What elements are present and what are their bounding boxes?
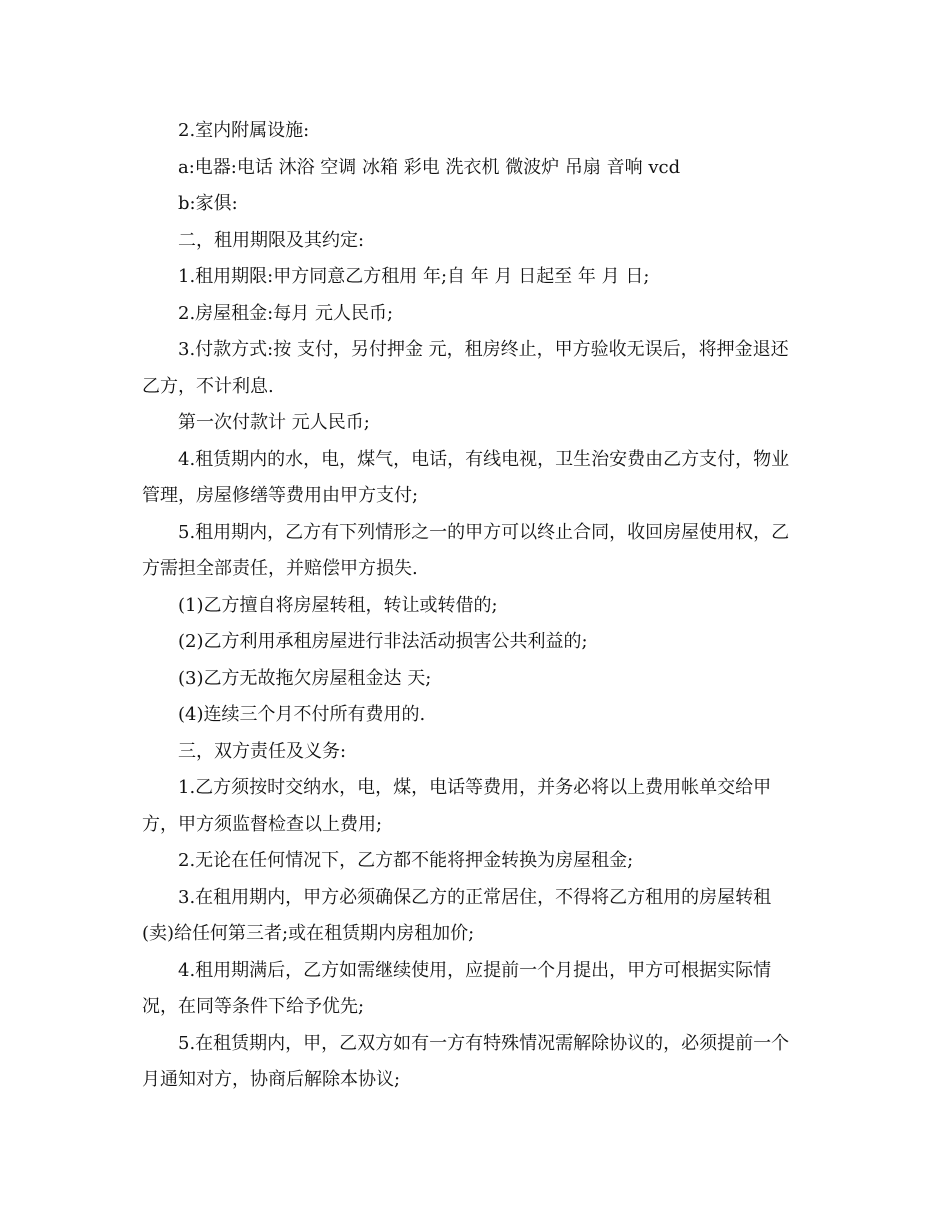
paragraph-term: 1.租用期限:甲方同意乙方租用 年;自 年 月 日起至 年 月 日; (178, 266, 650, 287)
paragraph-termination-item-2: (2)乙方利用承租房屋进行非法活动损害公共利益的; (178, 631, 588, 652)
paragraph-rent: 2.房屋租金:每月 元人民币; (178, 302, 394, 324)
paragraph-termination-item-1: (1)乙方擅自将房屋转租，转让或转借的; (178, 594, 498, 616)
section-heading-obligations: 三，双方责任及义务: (178, 740, 347, 762)
section-heading-term: 二，租用期限及其约定: (178, 229, 365, 251)
paragraph-payment-method: 3.付款方式:按 支付，另付押金 元，租房终止，甲方验收无误后，将押金退还乙方，不计利息. (142, 339, 789, 397)
paragraph-facilities-heading: 2.室内附属设施: (178, 120, 310, 141)
paragraph-obligation-2: 2.无论在任何情况下，乙方都不能将押金转换为房屋租金; (178, 850, 634, 871)
paragraph-appliances: a:电器:电话 沐浴 空调 冰箱 彩电 洗衣机 微波炉 吊扇 音响 vcd (178, 156, 681, 178)
paragraph-first-payment: 第一次付款计 元人民币; (178, 412, 370, 433)
paragraph-utilities: 4.租赁期内的水，电，煤气，电话，有线电视，卫生治安费由乙方支付，物业管理，房屋修缮等费用由甲方支付; (142, 448, 790, 506)
paragraph-termination: 5.租用期内，乙方有下列情形之一的甲方可以终止合同，收回房屋使用权，乙方需担全部责任，并赔偿甲方损失. (142, 521, 790, 579)
paragraph-furniture: b:家俱: (178, 193, 238, 214)
paragraph-obligation-1: 1.乙方须按时交纳水，电，煤，电话等费用，并务必将以上费用帐单交给甲方，甲方须监督检查以上费用; (142, 777, 772, 835)
paragraph-obligation-5: 5.在租赁期内，甲，乙双方如有一方有特殊情况需解除协议的，必须提前一个月通知对方，协商后解除本协议; (142, 1032, 790, 1090)
document-body (142, 113, 802, 1099)
paragraph-obligation-4: 4.租用期满后，乙方如需继续使用，应提前一个月提出，甲方可根据实际情况，在同等条件下给予优先; (142, 959, 772, 1017)
paragraph-termination-item-4: (4)连续三个月不付所有费用的. (178, 704, 426, 725)
paragraph-obligation-3: 3.在租用期内，甲方必须确保乙方的正常居住，不得将乙方租用的房屋转租(卖)给任何第三者;或在租赁期内房租加价; (142, 886, 772, 944)
paragraph-termination-item-3: (3)乙方无故拖欠房屋租金达 天; (178, 667, 432, 689)
